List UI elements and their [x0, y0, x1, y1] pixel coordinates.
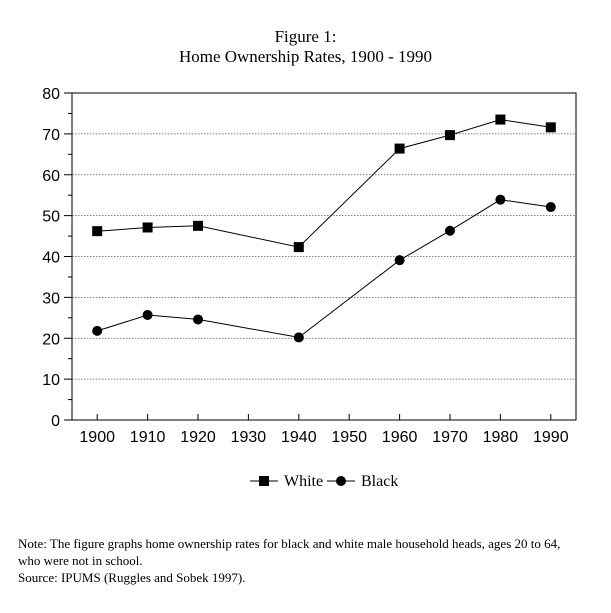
- x-tick-label: 1990: [533, 429, 569, 446]
- white-point: [193, 221, 203, 231]
- legend-label-white: White: [284, 473, 324, 490]
- legend-item-white: [250, 473, 323, 490]
- series-line-white: [97, 120, 551, 248]
- series-black: [92, 195, 556, 343]
- series-white: [92, 115, 556, 253]
- axes: [42, 86, 568, 446]
- white-point: [143, 222, 153, 232]
- white-point: [294, 242, 304, 252]
- legend-marker-white: [259, 476, 269, 486]
- y-tick-label: 50: [42, 208, 60, 226]
- legend-label-black: Black: [361, 473, 399, 490]
- black-point: [546, 202, 556, 212]
- white-point: [546, 122, 556, 132]
- x-tick-label: 1930: [230, 429, 267, 446]
- y-tick-label: 30: [42, 290, 60, 308]
- legend: [250, 473, 398, 490]
- figure-number: Figure 1:: [274, 27, 337, 46]
- x-tick-label: 1960: [381, 429, 418, 446]
- y-tick-label: 80: [42, 86, 60, 103]
- white-point: [395, 144, 405, 154]
- y-tick-label: 70: [42, 126, 60, 144]
- y-tick-label: 0: [51, 413, 60, 430]
- y-tick-label: 40: [42, 249, 60, 267]
- white-point: [92, 226, 102, 236]
- x-tick-label: 1920: [180, 429, 216, 446]
- series: [92, 115, 556, 343]
- x-tick-label: 1980: [482, 429, 519, 446]
- x-tick-label: 1900: [79, 429, 115, 446]
- x-tick-label: 1940: [281, 429, 317, 446]
- black-point: [143, 310, 153, 320]
- white-point: [495, 115, 505, 125]
- black-point: [294, 332, 304, 342]
- note-line-2: who were not in school.: [18, 553, 143, 568]
- legend-item-black: [327, 473, 398, 490]
- series-line-black: [97, 200, 551, 338]
- black-point: [193, 314, 203, 324]
- source-line: Source: IPUMS (Ruggles and Sobek 1997).: [18, 570, 246, 585]
- chart-title: Home Ownership Rates, 1900 - 1990: [178, 47, 433, 66]
- x-tick-label: 1910: [129, 429, 166, 446]
- black-point: [495, 195, 505, 205]
- y-tick-label: 10: [42, 372, 60, 390]
- y-tick-label: 60: [42, 167, 60, 185]
- gridlines: [72, 134, 576, 379]
- black-point: [395, 255, 405, 265]
- white-point: [445, 130, 455, 140]
- y-tick-label: 20: [42, 331, 60, 349]
- black-point: [92, 326, 102, 336]
- x-tick-label: 1970: [432, 429, 468, 446]
- note-line-1: Note: The figure graphs home ownership rates for black and white male household heads, ages 20 to 64,: [18, 536, 561, 551]
- x-tick-label: 1950: [331, 429, 367, 446]
- legend-marker-black: [336, 476, 346, 486]
- black-point: [445, 226, 455, 236]
